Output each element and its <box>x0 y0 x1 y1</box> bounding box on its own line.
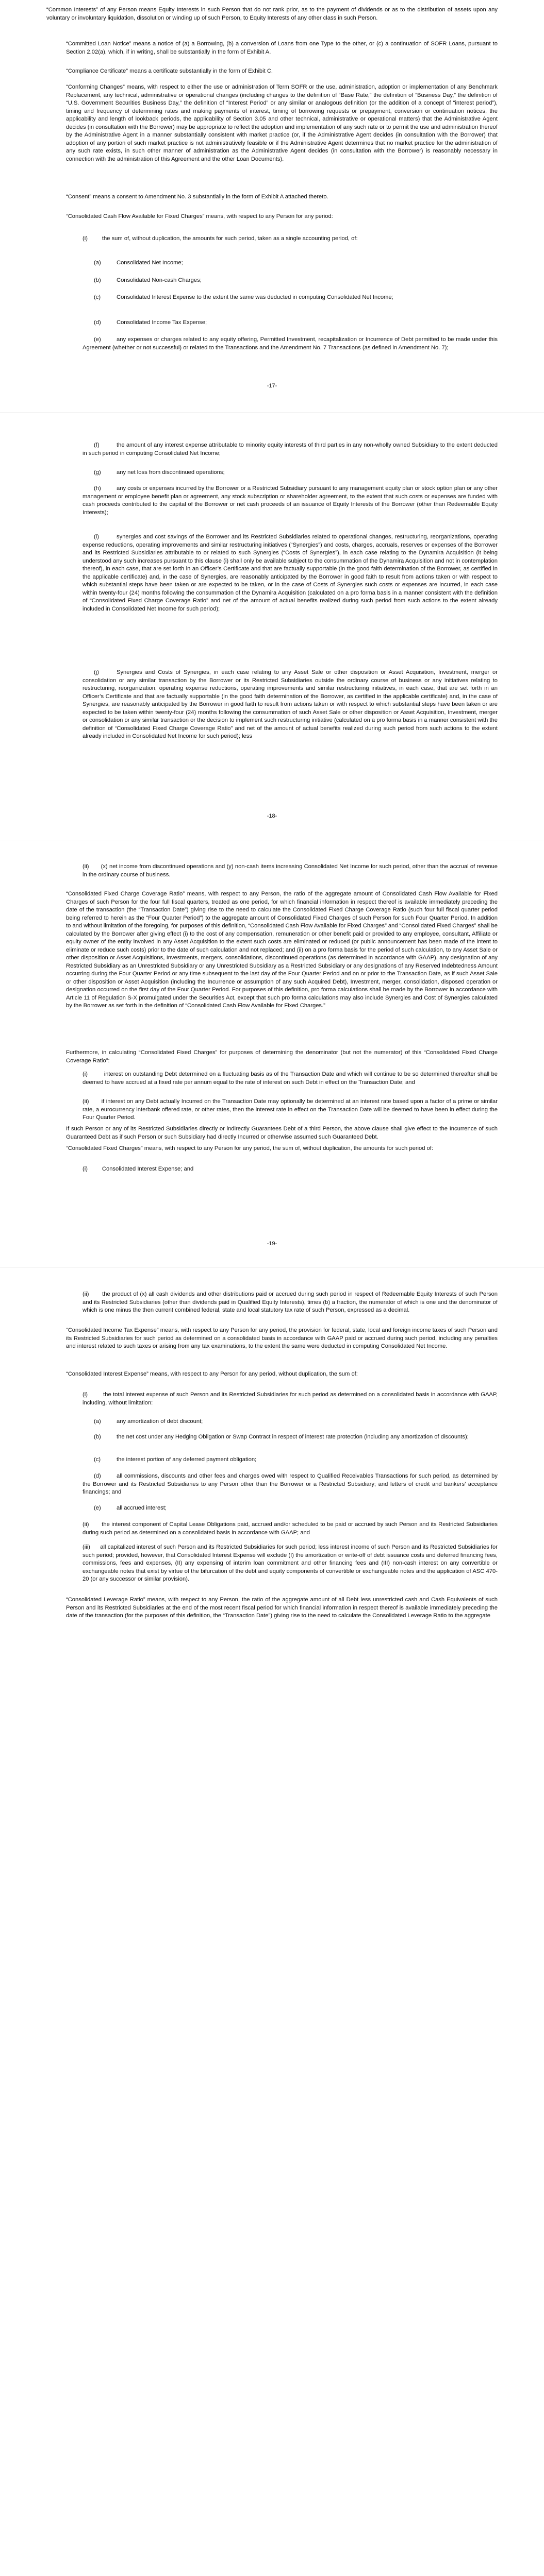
item-label: (c) <box>94 1456 101 1463</box>
cie-item-c <box>94 1456 496 1464</box>
item-label: (e) <box>94 336 101 343</box>
cccf-item-h-text: any costs or expenses incurred by the Borrower or a Restricted Subsidiary pursuant to any management equity plan or stock option plan or any other management or employee benefit plan or agreement, any stock subscription or shareholder agreement, to the extent that such costs or expenses are funded with cash proceeds contributed to the capital of the Borrower or net cash proceeds of an issuance of Equity Interests of the Borrower (other than Redeemable Equity Interests); <box>83 485 498 516</box>
definition-cccf-intro: “Consolidated Cash Flow Available for Fixed Charges” means, with respect to any Person for any period: <box>66 213 333 219</box>
cccf-item-b <box>94 277 496 285</box>
cccf-item-i-text: synergies and cost savings of the Borrower and its Restricted Subsidiaries related to operational changes, restructuring, reorganizations, operating expense reductions, operating improvements and similar restructuring initiatives (“Synergies”) and costs, charges, accruals, reserves or expenses of the Borrower and its Restricted Subsidiaries attributable to or related to such Synergies (“Costs of Synergies”), in each case relating to the Dynamira Acquisition (it being understood any such increases pursuant to this clause (i) shall only be available subject to the consummation of the Dynamira Acquisition and not in contemplation thereof), in each case, that are set forth in an Officer’s Certificate and that are factually supportable (in the good faith determination of the Borrower, as certified in the applicable certificate) and, in the case of Synergies, are reasonably anticipated by the Borrower in good faith to result from actions taken or with respect to which substantial steps have been taken or are expected to be taken, or in the case of Costs of Synergies such costs or expenses are incurred, in each case within twenty-four (24) months following the consummation of the Dynamira Acquisition (calculated on a pro forma basis in a manner consistent with the definition of “Consolidated Fixed Charge Coverage Ratio” and net of the amount of actual benefits realized during such period from such actions to the extent already included in Consolidated Net Income for such period); <box>83 534 498 612</box>
guarantee-paragraph: If such Person or any of its Restricted Subsidiaries directly or indirectly Guarantees Debt of a third Person, the above clause shall give effect to the Incurrence of such Guaranteed Debt as if such Person or such Subsidiary had directly Incurred or otherwise assumed such Guaranteed Debt. <box>66 1126 498 1140</box>
cccf-item-c-text: Consolidated Interest Expense to the extent the same was deducted in computing Consolidated Net Income; <box>117 294 393 300</box>
page-number: -17- <box>267 383 277 389</box>
item-text: Consolidated Net Income; <box>117 260 183 266</box>
cccf-item-g <box>94 469 496 477</box>
item-text: any net loss from discontinued operations; <box>117 469 225 476</box>
cccf-clause-i: (i) the sum of, without duplication, the amounts for such period, taken as a single accounting period, of: <box>83 235 358 242</box>
definition-compliance-certificate: “Compliance Certificate” means a certificate substantially in the form of Exhibit C. <box>66 68 273 74</box>
cfc-clause-i: (i) Consolidated Interest Expense; and <box>83 1166 194 1172</box>
definition-consolidated-leverage-ratio: “Consolidated Leverage Ratio” means, with respect to any Person, the ratio of the aggregate amount of all Debt less unrestricted cash and Cash Equivalents of such Person and its Restricted Subsidiaries at the end of the most recent fiscal period for which financial information in respect thereof is available immediately preceding the date of the transaction (for the purposes of this definition, the “Transaction Date”) giving rise to the need to calculate the Consolidated Leverage Ratio to the aggregate <box>66 1597 498 1619</box>
cccf-item-f-text: the amount of any interest expense attributable to minority equity interests of third parties in any non-wholly owned Subsidiary to the extent deducted in such period in computing Consolidated Net Income; <box>83 442 498 456</box>
item-label: (b) <box>94 277 101 283</box>
definition-common-interests: “Common Interests” of any Person means Equity Interests in such Person that do not rank prior, as to the payment of dividends or as to the distribution of assets upon any voluntary or involuntary liquidation, dissolution or winding up of such Person, to Equity Interests of any other class in such Person. <box>46 7 498 21</box>
item-label: (d) <box>94 1473 101 1479</box>
item-label: (j) <box>94 669 99 675</box>
cccf-item-d <box>94 319 496 327</box>
cccf-item-e-text: any expenses or charges related to any equity offering, Permitted Investment, recapitalization or Incurrence of Debt permitted to be made under this Agreement (whether or not successful) or related to the Transactions and the Amendment No. 7 Transactions (as defined in Amendment No. 7); <box>83 336 498 351</box>
cie-clause-ii: (ii) the interest component of Capital Lease Obligations paid, accrued and/or scheduled to be paid or accrued by such Person and its Restricted Subsidiaries during such period as determined on a consolidated basis in accordance with GAAP; and <box>83 1521 498 1536</box>
page-break <box>0 1267 544 1268</box>
cfc-clause-ii: (ii) the product of (x) all cash dividends and other distributions paid or accrued during such period in respect of Redeemable Equity Interests of such Person and its Restricted Subsidiaries (other than dividends paid in Qualified Equity Interests), times (b) a fraction, the numerator of which is one and the denominator of which is one minus the then current combined federal, state and local statutory tax rate of such Person, expressed as a decimal. <box>83 1291 498 1313</box>
cccf-item-j-text: Synergies and Costs of Synergies, in each case relating to any Asset Sale or other disposition or Asset Acquisition, Investment, merger or consolidation or any similar transaction by the Borrower or its Restricted Subsidiaries outside the ordinary course of business or any initiatives relating to restructuring, reorganization, operating expense reductions, operating improvements and similar restructuring initiatives, in each case, that are set forth in an Officer’s Certificate and that are factually supportable (in the good faith determination of the Borrower, as certified in the applicable certificate) and, in the case of Synergies, are reasonably anticipated by the Borrower in good faith to result from actions taken or with respect to which substantial steps have been taken or are expected to be taken within twenty-four (24) months following the consummation of such Asset Sale or other disposition or Asset Acquisition, Investment, merger or consolidation or any similar transaction or the decision to implement such restructuring initiative (calculated on a pro forma basis in a manner consistent with the definition of “Consolidated Fixed Charge Coverage Ratio” and net of the amount of actual benefits realized during such period from such actions to the extent already included in Consolidated Net Income for such period); less <box>83 669 498 739</box>
item-label: (g) <box>94 469 101 476</box>
item-text: Consolidated Non-cash Charges; <box>117 277 202 283</box>
page-break <box>0 412 544 413</box>
furthermore-clause-i: (i) interest on outstanding Debt determined on a fluctuating basis as of the Transaction Date and which will continue to be so determined thereafter shall be deemed to have accrued at a fixed rate per annum equal to the rate of interest on such Debt in effect on the Transaction Date; and <box>83 1071 498 1086</box>
cie-item-b-text: the net cost under any Hedging Obligation or Swap Contract in respect of interest rate protection (including any amortization of discounts); <box>117 1434 469 1440</box>
cie-item-d-text: all commissions, discounts and other fees and charges owed with respect to Qualified Receivables Transactions for such period, as determined by the Borrower and its Restricted Subsidiaries to any Person other than the Borrower or a Restricted Subsidiary; and letters of credit and bankers’ acceptance financings; and <box>83 1473 498 1495</box>
item-label: (a) <box>94 1418 101 1425</box>
furthermore-paragraph: Furthermore, in calculating “Consolidated Fixed Charges” for purposes of determining the denominator (but not the numerator) of this “Consolidated Fixed Charge Coverage Ratio”: <box>66 1049 498 1064</box>
cccf-clause-ii: (ii) (x) net income from discontinued operations and (y) non-cash items increasing Consolidated Net Income for such period, other than the accrual of revenue in the ordinary course of business. <box>83 863 498 878</box>
item-label: (h) <box>94 485 101 492</box>
cie-item-a <box>94 1418 496 1426</box>
definition-consolidated-fixed-charge-coverage-ratio: “Consolidated Fixed Charge Coverage Ratio” means, with respect to any Person, the ratio of the aggregate amount of Consolidated Cash Flow Available for Fixed Charges of such Person for the four full fiscal quarters, treated as one period, for which financial information in respect thereof is available immediately preceding the date of the transaction (the “Transaction Date”) giving rise to the need to calculate the Consolidated Fixed Charge Coverage Ratio (such four full fiscal quarter period being referred to herein as the “Four Quarter Period”) to the aggregate amount of Consolidated Fixed Charges of such Person for such Four Quarter Period. In addition to and without limitation of the foregoing, for purposes of this definition, “Consolidated Cash Flow Available for Fixed Charges” and “Consolidated Fixed Charges” shall be calculated by the Borrower after giving effect (i) to the cost of any compensation, remuneration or other benefit paid or provided to any employee, consultant, Affiliate or equity owner of the entity involved in any Asset Acquisition to the extent such costs are eliminated or reduced (or public announcement has been made of the intent to eliminate or reduce such costs) prior to the date of such calculation and not replaced; and (ii) on a pro forma basis for the period of such calculation, to any Asset Sale or other disposition or Asset Acquisitions, Investments, mergers, consolidations, discontinued operations (as determined in accordance with GAAP), any designation of any Restricted Subsidiary as an Unrestricted Subsidiary or any Unrestricted Subsidiary as a Restricted Subsidiary or any designations of any Reserved Indebtedness Amount occurring during the Four Quarter Period or any time subsequent to the last day of the Four Quarter Period and on or prior to the Transaction Date, as if such Asset Sale or other disposition or Asset Acquisition (including the Incurrence or assumption of any such Acquired Debt), Investment, merger, consolidation, disposed operation or designation occurred on the first day of the Four Quarter Period. For purposes of this definition, pro forma calculations shall be made by the Borrower in accordance with Article 11 of Regulation S-X promulgated under the Securities Act, except that such pro forma calculations may also include Synergies and Cost of Synergies calculated by the Borrower as set forth in the definition of “Consolidated Cash Flow Available for Fixed Charges.” <box>66 891 498 1009</box>
definition-consolidated-interest-expense: “Consolidated Interest Expense” means, with respect to any Person for any period, without duplication, the sum of: <box>66 1371 358 1377</box>
definition-consolidated-fixed-charges: “Consolidated Fixed Charges” means, with respect to any Person for any period, the sum of, without duplication, the amounts for such period of: <box>66 1145 434 1151</box>
definition-conforming-changes: “Conforming Changes” means, with respect to either the use or administration of Term SOFR or the use, administration, adoption or implementation of any Benchmark Replacement, any technical, administrative or operational changes (including changes to the definition of “Base Rate,” the definition of “Business Day,” the definition of “U.S. Government Securities Business Day,” the definition of “Interest Period” or any similar or analogous definition (or the addition of a concept of “interest period”), timing and frequency of determining rates and making payments of interest, timing of borrowing requests or prepayment, conversion or continuation notices, the applicability and length of lookback periods, the applicability of Section 3.05 and other technical, administrative or operational matters) that the Administrative Agent decides (in consultation with the Borrower) may be appropriate to reflect the adoption and implementation of any such rate or to permit the use and administration thereof by the Administrative Agent in a manner substantially consistent with market practice (or, if the Administrative Agent decides (in consultation with the Borrower) that adoption of any portion of such market practice is not administratively feasible or if the Administrative Agent determines that no market practice for the administration of any such rate exists, in such other manner of administration as the Administrative Agent decides (in consultation with the Borrower) is reasonably necessary in connection with the administration of this Agreement and the other Loan Documents). <box>66 84 498 162</box>
item-text: the interest portion of any deferred payment obligation; <box>117 1456 257 1463</box>
cie-item-e <box>94 1504 496 1513</box>
item-text: any amortization of debt discount; <box>117 1418 203 1425</box>
item-label: (b) <box>94 1434 101 1440</box>
definition-consent: “Consent” means a consent to Amendment No. 3 substantially in the form of Exhibit A attached thereto. <box>66 194 328 200</box>
cie-clause-i: (i) the total interest expense of such Person and its Restricted Subsidiaries for such period as determined on a consolidated basis in accordance with GAAP, including, without limitation: <box>83 1392 498 1406</box>
item-text: all accrued interest; <box>117 1505 167 1511</box>
definition-committed-loan-notice: “Committed Loan Notice” means a notice of (a) a Borrowing, (b) a conversion of Loans from one Type to the other, or (c) a continuation of SOFR Loans, pursuant to Section 2.02(a), which, if in writing, shall be substantially in the form of Exhibit A. <box>66 41 498 55</box>
item-label: (f) <box>94 442 100 448</box>
item-label: (i) <box>94 534 99 540</box>
furthermore-clause-ii: (ii) if interest on any Debt actually Incurred on the Transaction Date may optionally be determined at an interest rate based upon a factor of a prime or similar rate, a eurocurrency interbank offered rate, or other rates, then the interest rate in effect on the Transaction Date will be deemed to have been in effect during the Four Quarter Period. <box>83 1098 498 1121</box>
item-label: (d) <box>94 319 101 326</box>
definition-consolidated-income-tax-expense: “Consolidated Income Tax Expense” means, with respect to any Person for any period, the provision for federal, state, local and foreign income taxes of such Person and its Restricted Subsidiaries for such period as determined on a consolidated basis in accordance with GAAP paid or accrued during such period, including any penalties and interest related to such taxes or arising from any tax examinations, to the extent the same were deducted in computing Consolidated Net Income. <box>66 1327 498 1349</box>
item-text: Consolidated Income Tax Expense; <box>117 319 207 326</box>
page-number: -18- <box>267 813 277 819</box>
item-label: (c) <box>94 294 101 300</box>
item-label: (e) <box>94 1505 101 1511</box>
page-number: -19- <box>267 1241 277 1247</box>
cie-clause-iii: (iii) all capitalized interest of such Person and its Restricted Subsidiaries for such period; less interest income of such Person and its Restricted Subsidiaries for such period; provided, however, that Consolidated Interest Expense will exclude (I) the amortization or write-off of debt issuance costs and deferred financing fees, commissions, fees and expenses, (II) any expensing of interim loan commitment and other financing fees and (III) non-cash interest on any convertible or exchangeable notes that exist by virtue of the bifurcation of the debt and equity components of convertible or exchangeable notes and the application of ASC 470-20 (or any successor or similar provision). <box>83 1544 498 1582</box>
cccf-item-a <box>94 259 496 267</box>
item-label: (a) <box>94 260 101 266</box>
